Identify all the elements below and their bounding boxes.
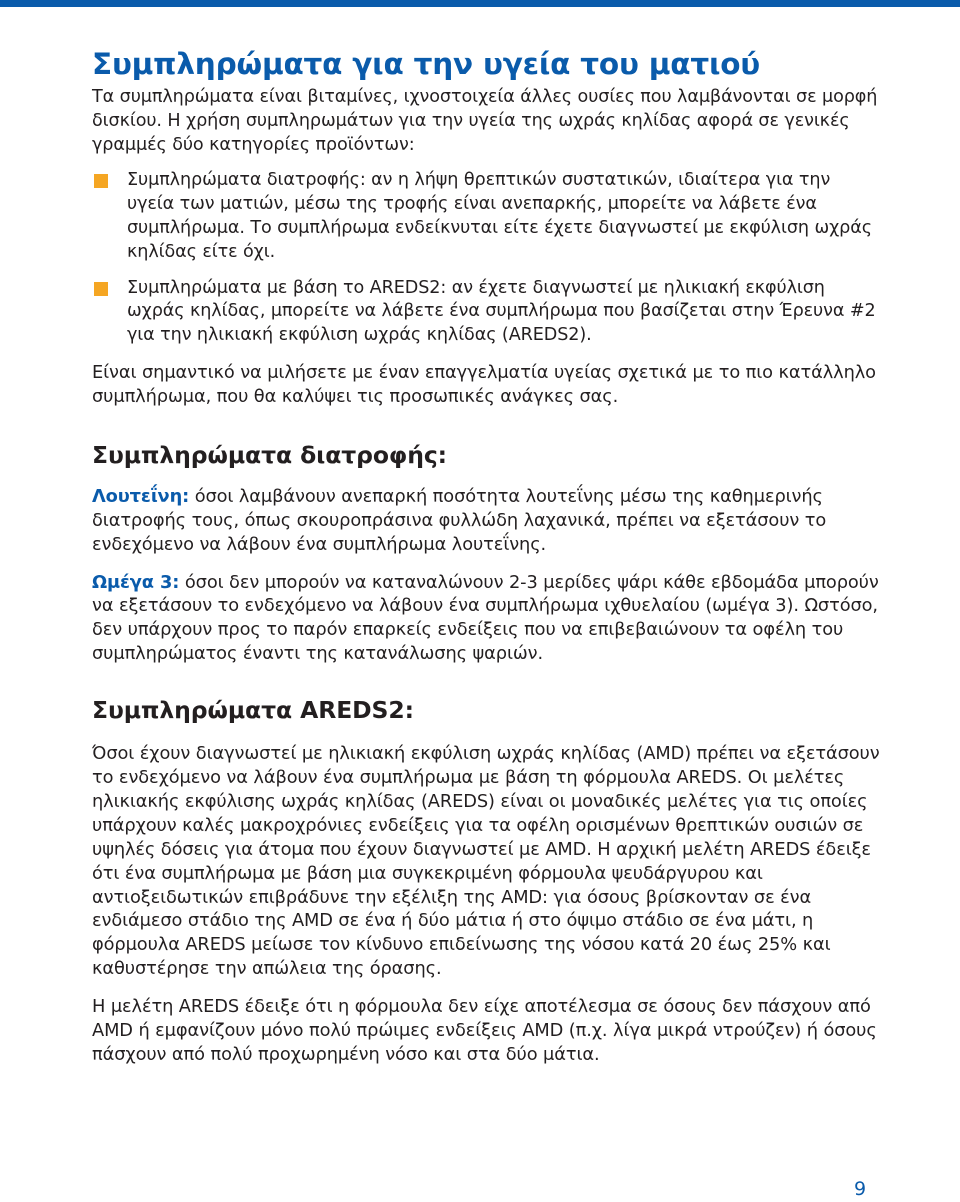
areds2-heading: Συμπληρώματα AREDS2: [92,696,414,725]
page-content [92,44,882,1067]
top-accent-bar [0,0,960,7]
nutrition-heading: Συμπληρώματα διατροφής: [92,440,447,469]
areds2-paragraph-2: Η μελέτη AREDS έδειξε ότι η φόρμουλα δεν είχε αποτέλεσμα σε όσους δεν πάσχουν από AMD ή εμφανίζουν μόνο πολύ πρώιμες ενδείξεις AMD (π.χ. λίγα μικρά ντρούζεν) ή όσους πάσχουν από πολύ προχωρημένη νόσο και στα δύο μάτια. [92,996,877,1065]
areds2-paragraph-1: Όσοι έχουν διαγνωστεί με ηλικιακή εκφύλιση ωχράς κηλίδας (AMD) πρέπει να εξετάσουν το ενδεχόμενο να λάβουν ένα συμπλήρωμα με βάση τη φόρμουλα AREDS. Οι μελέτες ηλικιακής εκφύλισης ωχράς κηλίδας (AREDS) είναι οι μοναδικές μελέτες για τις οποίες υπάρχουν καλές μακροχρόνιες ενδείξεις για τα οφέλη ορισμένων θρεπτικών ουσιών σε υψηλές δόσεις για άτομα που έχουν διαγνωστεί με AMD. Η αρχική μελέτη AREDS έδειξε ότι ένα συμπλήρωμα με βάση μια συγκεκριμένη φόρμουλα ψευδάργυρου και αντιοξειδωτικών επιβράδυνε την εξέλιξη της AMD: για όσους βρίσκονταν σε ένα ενδιάμεσο στάδιο της AMD σε ένα ή δύο μάτια ή στο όψιμο στάδιο σε ένα μάτι, η φόρμουλα AREDS μείωσε τον κίνδυνο επιδείνωσης της νόσου κατά 20 έως 25% και καθυστέρησε την απώλεια της όρασης. [92,743,880,980]
list-item [92,277,882,348]
lutein-label: Λουτεΐνη: [92,485,190,507]
list-item [92,169,882,264]
lutein-paragraph [92,485,882,557]
intro-paragraph: Τα συμπληρώματα είναι βιταμίνες, ιχνοστοιχεία άλλες ουσίες που λαμβάνονται σε μορφή δισκίου. Η χρήση συμπληρωμάτων για την υγεία της ωχράς κηλίδας αφορά σε γενικές γραμμές δύο κατηγορίες προϊόντων: [92,87,878,155]
product-category-list [92,169,882,348]
omega3-label: Ωμέγα 3: [92,571,180,593]
advice-paragraph: Είναι σημαντικό να μιλήσετε με έναν επαγγελματία υγείας σχετικά με το πιο κατάλληλο συμπλήρωμα, που θα καλύψει τις προσωπικές ανάγκες σας. [92,361,876,407]
square-bullet-icon [94,282,108,296]
bullet-text: Συμπληρώματα διατροφής: αν η λήψη θρεπτικών συστατικών, ιδιαίτερα για την υγεία των ματιών, μέσω της τροφής είναι ανεπαρκής, μπορείτε να λάβετε ένα συμπλήρωμα. Το συμπλήρωμα ενδείκνυται είτε έχετε διαγνωστεί με εκφύλιση ωχράς κηλίδας είτε όχι. [127,170,872,262]
square-bullet-icon [94,174,108,188]
bullet-text: Συμπληρώματα με βάση το AREDS2: αν έχετε διαγνωστεί με ηλικιακή εκφύλιση ωχράς κηλίδας, μπορείτε να λάβετε ένα συμπλήρωμα που βασίζεται στην Έρευνα #2 για την ηλικιακή εκφύλιση ωχράς κηλίδας (AREDS2). [127,277,876,346]
omega3-paragraph [92,571,882,667]
lutein-text: όσοι λαμβάνουν ανεπαρκή ποσότητα λουτεΐνης μέσω της καθημερινής διατροφής τους, όπως σκουροπράσινα φυλλώδη λαχανικά, πρέπει να εξετάσουν το ενδεχόμενο να λάβουν ένα συμπλήρωμα λουτεΐνης. [92,485,827,555]
page-title: Συμπληρώματα για την υγεία του ματιού [92,47,761,81]
omega3-text: όσοι δεν μπορούν να καταναλώνουν 2-3 μερίδες ψάρι κάθε εβδομάδα μπορούν να εξετάσουν το ενδεχόμενο να λάβουν ένα συμπλήρωμα ιχθυελαίου (ωμέγα 3). Ωστόσο, δεν υπάρχουν προς το παρόν επαρκείς ενδείξεις που να επιβεβαιώνουν τα οφέλη του συμπληρώματος έναντι της κατανάλωσης ψαριών. [92,571,879,665]
page-number: 9 [854,1178,867,1200]
